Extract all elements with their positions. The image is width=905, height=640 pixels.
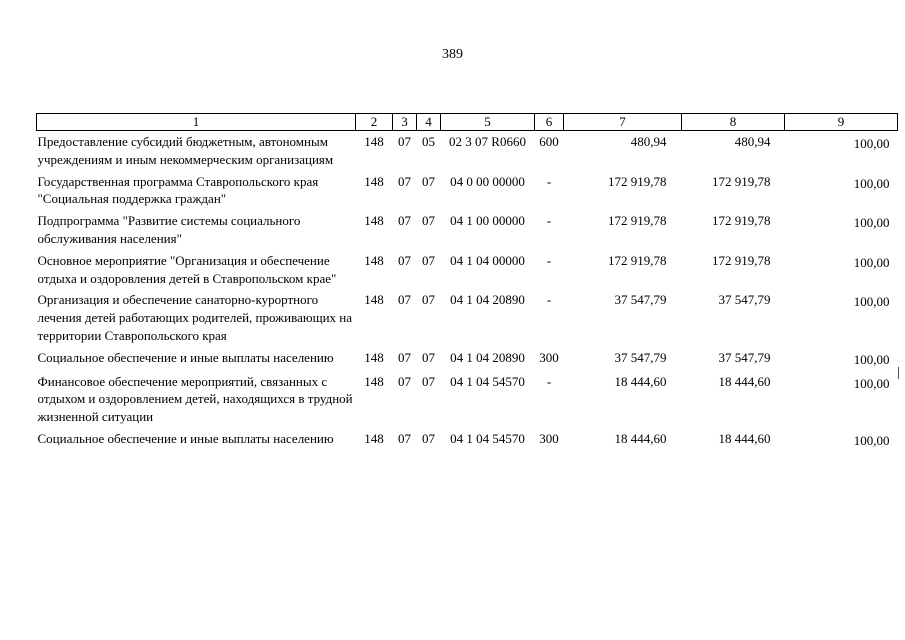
row-c7: 480,94 [630, 134, 667, 149]
row-c2: 148 [364, 134, 384, 149]
row-c4: 07 [422, 252, 435, 268]
row-c7: 37 547,79 [614, 349, 667, 365]
row-c5: 04 1 04 54570 [450, 430, 525, 446]
row-c8: 18 444,60 [718, 373, 771, 389]
row-c6: - [546, 173, 552, 189]
header-cell-9: 9 [785, 114, 898, 131]
header-row [37, 114, 898, 131]
row-c2: 148 [364, 430, 384, 446]
row-c2: 148 [364, 213, 384, 229]
header-cell-2: 2 [356, 114, 393, 131]
row-c5: 04 1 04 20890 [450, 349, 525, 365]
row-c3: 07 [398, 349, 411, 365]
row-c4: 07 [422, 349, 435, 365]
row-c3: 07 [398, 134, 411, 149]
table-row [37, 250, 898, 290]
row-c6: - [546, 213, 552, 229]
row-c6: - [546, 373, 552, 389]
header-cell-6: 6 [535, 114, 564, 131]
header-cell-4: 4 [417, 114, 441, 131]
row-c7: 172 919,78 [608, 173, 667, 189]
row-c5: 04 1 00 00000 [450, 213, 525, 229]
row-name: Предоставление субсидий бюджетным, автономным учреждениям и иным некоммерческим организациям [37, 134, 334, 167]
row-name: Социальное обеспечение и иные выплаты населению [37, 430, 334, 446]
header-cell-5: 5 [441, 114, 535, 131]
row-c7: 172 919,78 [608, 213, 667, 229]
scan-edge-mark [898, 367, 899, 379]
row-c4: 07 [422, 373, 435, 389]
row-c8: 172 919,78 [712, 252, 771, 268]
row-c7: 18 444,60 [614, 430, 667, 446]
row-c3: 07 [398, 213, 411, 229]
row-c9: 100,00 [853, 294, 890, 310]
row-c2: 148 [364, 373, 384, 389]
row-c9: 100,00 [853, 136, 890, 151]
row-c3: 07 [398, 373, 411, 389]
row-c5: 04 0 00 00000 [450, 173, 525, 189]
row-c9: 100,00 [853, 351, 890, 367]
row-c6: 600 [539, 134, 559, 149]
row-name: Государственная программа Ставропольского края "Социальная поддержка граждан" [37, 173, 319, 207]
row-c9: 100,00 [853, 175, 890, 191]
row-c7: 172 919,78 [608, 252, 667, 268]
row-c6: - [546, 252, 552, 268]
row-name: Подпрограмма "Развитие системы социального обслуживания населения" [37, 213, 301, 246]
row-c8: 37 547,79 [718, 292, 771, 308]
header-cell-8: 8 [682, 114, 785, 131]
row-c8: 18 444,60 [718, 430, 771, 446]
row-c8: 37 547,79 [718, 349, 771, 365]
row-c4: 07 [422, 430, 435, 446]
row-c3: 07 [398, 430, 411, 446]
table-row [37, 131, 898, 171]
row-name: Основное мероприятие "Организация и обеспечение отдыха и оздоровления детей в Ставропольском крае" [37, 252, 337, 286]
row-c3: 07 [398, 252, 411, 268]
row-c2: 148 [364, 349, 384, 365]
row-c6: - [546, 292, 552, 308]
row-c9: 100,00 [853, 215, 890, 231]
row-c6: 300 [539, 430, 559, 446]
table-row [37, 428, 898, 452]
row-c8: 172 919,78 [712, 173, 771, 189]
header-cell-1: 1 [37, 114, 356, 131]
budget-table [36, 113, 898, 452]
row-c3: 07 [398, 173, 411, 189]
table-row [37, 289, 898, 346]
row-c8: 172 919,78 [712, 213, 771, 229]
row-c5: 04 1 04 00000 [450, 252, 525, 268]
row-c4: 07 [422, 213, 435, 229]
row-c5: 04 1 04 20890 [450, 292, 525, 308]
row-c4: 07 [422, 173, 435, 189]
header-cell-7: 7 [564, 114, 682, 131]
row-name: Организация и обеспечение санаторно-курортного лечения детей работающих родителей, проживающих на территории Ставропольского края [37, 292, 353, 343]
row-name: Социальное обеспечение и иные выплаты населению [37, 349, 334, 365]
row-c6: 300 [539, 349, 559, 365]
row-c2: 148 [364, 173, 384, 189]
row-c5: 04 1 04 54570 [450, 373, 525, 389]
table-row [37, 171, 898, 211]
page-number: 389 [442, 47, 463, 62]
row-name: Финансовое обеспечение мероприятий, связанных с отдыхом и оздоровлением детей, находящихся в трудной жизненной ситуации [37, 373, 353, 425]
row-c9: 100,00 [853, 254, 890, 270]
row-c5: 02 3 07 R0660 [449, 134, 526, 149]
table-row [37, 371, 898, 428]
header-cell-3: 3 [393, 114, 417, 131]
row-c9: 100,00 [853, 375, 890, 391]
table-row [37, 210, 898, 250]
row-c4: 07 [422, 292, 435, 308]
row-c2: 148 [364, 292, 384, 308]
row-c9: 100,00 [853, 432, 890, 448]
row-c2: 148 [364, 252, 384, 268]
row-c7: 18 444,60 [614, 373, 667, 389]
table-row [37, 347, 898, 371]
row-c7: 37 547,79 [614, 292, 667, 308]
row-c3: 07 [398, 292, 411, 308]
row-c8: 480,94 [734, 134, 771, 149]
row-c4: 05 [422, 134, 435, 149]
